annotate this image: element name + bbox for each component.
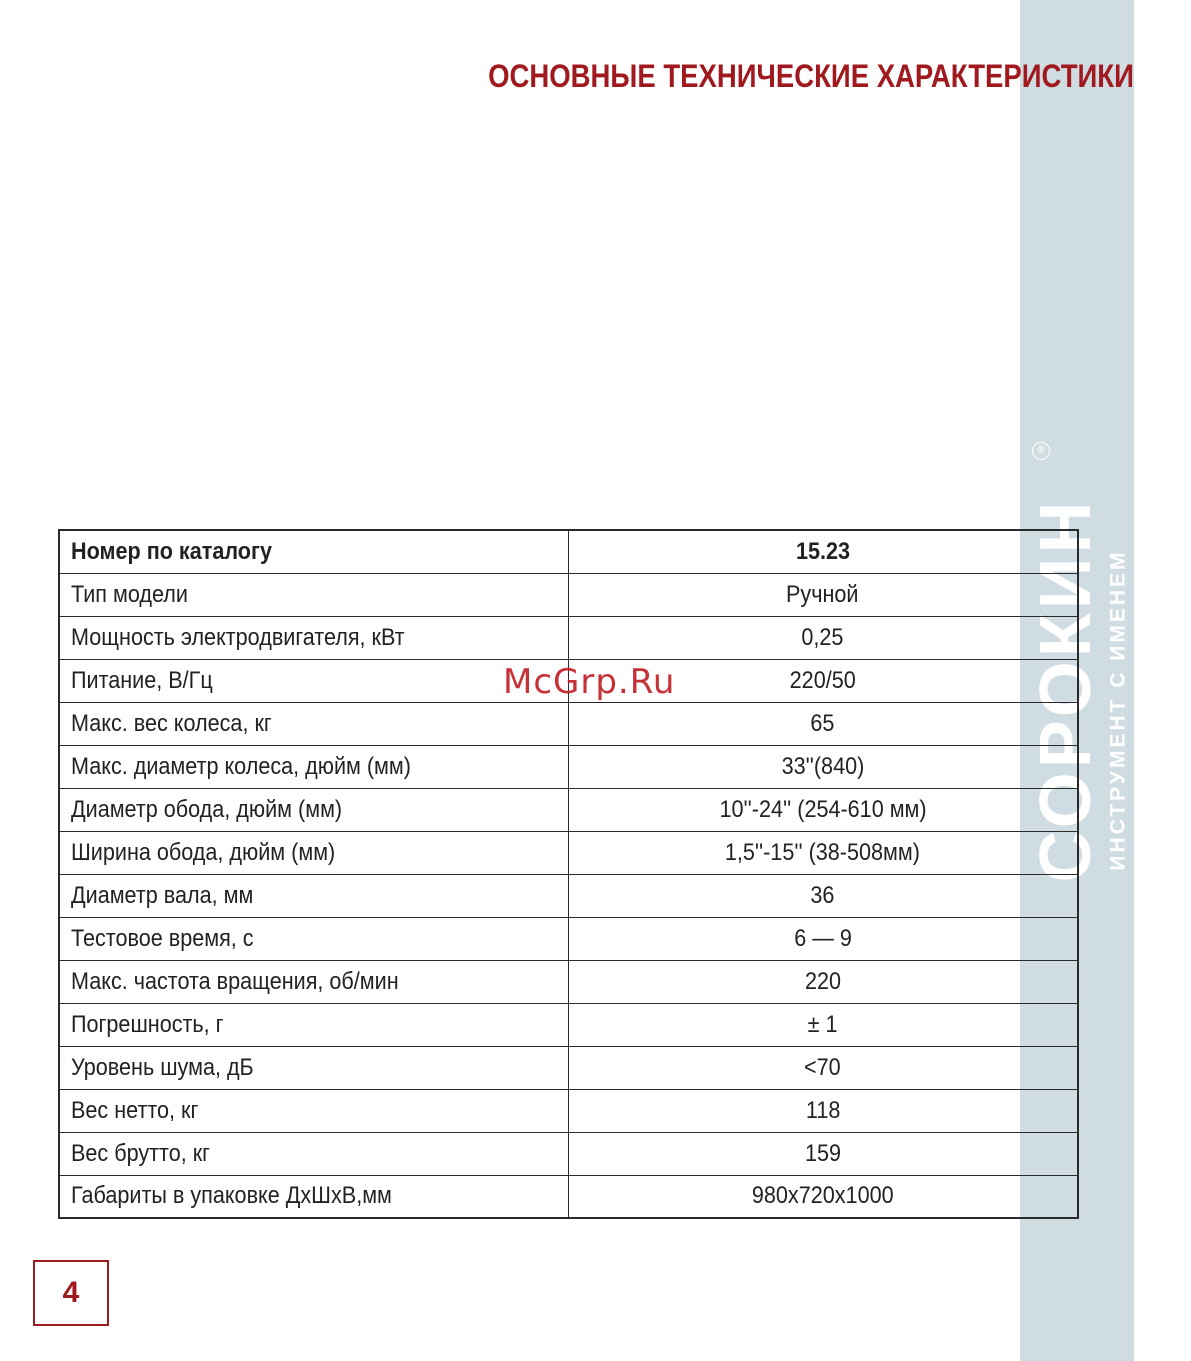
table-row xyxy=(59,702,1078,745)
param-cell: Диаметр вала, мм xyxy=(59,874,568,917)
param-cell: Макс. частота вращения, об/мин xyxy=(59,960,568,1003)
table-row xyxy=(59,960,1078,1003)
table-row xyxy=(59,788,1078,831)
value-cell: 6 — 9 xyxy=(568,917,1078,960)
value-cell: 980x720x1000 xyxy=(568,1175,1078,1218)
param-cell: Макс. вес колеса, кг xyxy=(59,702,568,745)
page-title: ОСНОВНЫЕ ТЕХНИЧЕСКИЕ ХАРАКТЕРИСТИКИ xyxy=(488,58,1134,94)
value-cell: 0,25 xyxy=(568,616,1078,659)
value-cell: ± 1 xyxy=(568,1003,1078,1046)
value-cell: Ручной xyxy=(568,573,1078,616)
param-cell: Габариты в упаковке ДхШхВ,мм xyxy=(59,1175,568,1218)
param-cell: Ширина обода, дюйм (мм) xyxy=(59,831,568,874)
spec-table xyxy=(58,529,1079,1219)
brand-name: СОРОКИН xyxy=(1026,497,1106,883)
watermark: McGrp.Ru xyxy=(503,662,676,702)
value-cell: 36 xyxy=(568,874,1078,917)
param-cell: Тестовое время, с xyxy=(59,917,568,960)
table-row xyxy=(59,917,1078,960)
param-cell: Погрешность, г xyxy=(59,1003,568,1046)
table-row xyxy=(59,874,1078,917)
value-cell: 220/50 xyxy=(568,659,1078,702)
value-cell: 220 xyxy=(568,960,1078,1003)
table-row xyxy=(59,573,1078,616)
value-cell: 15.23 xyxy=(568,530,1078,573)
value-cell: 10''-24'' (254-610 мм) xyxy=(568,788,1078,831)
table-row xyxy=(59,1175,1078,1218)
param-cell: Мощность электродвигателя, кВт xyxy=(59,616,568,659)
value-cell: <70 xyxy=(568,1046,1078,1089)
value-cell: 118 xyxy=(568,1089,1078,1132)
table-row xyxy=(59,1046,1078,1089)
value-cell: 33''(840) xyxy=(568,745,1078,788)
param-cell: Питание, В/Гц xyxy=(59,659,568,702)
param-cell: Диаметр обода, дюйм (мм) xyxy=(59,788,568,831)
value-cell: 1,5''-15'' (38-508мм) xyxy=(568,831,1078,874)
brand-tagline: ИНСТРУМЕНТ С ИМЕНЕМ xyxy=(1106,549,1130,871)
param-cell: Макс. диаметр колеса, дюйм (мм) xyxy=(59,745,568,788)
param-cell: Вес брутто, кг xyxy=(59,1132,568,1175)
table-row xyxy=(59,745,1078,788)
registered-mark-icon: ® xyxy=(1032,442,1050,460)
value-cell: 159 xyxy=(568,1132,1078,1175)
page-number: 4 xyxy=(33,1260,109,1326)
param-cell: Номер по каталогу xyxy=(59,530,568,573)
table-row xyxy=(59,1089,1078,1132)
param-cell: Уровень шума, дБ xyxy=(59,1046,568,1089)
table-row xyxy=(59,831,1078,874)
table-row xyxy=(59,1003,1078,1046)
param-cell: Вес нетто, кг xyxy=(59,1089,568,1132)
param-cell: Тип модели xyxy=(59,573,568,616)
table-row xyxy=(59,616,1078,659)
table-row xyxy=(59,1132,1078,1175)
value-cell: 65 xyxy=(568,702,1078,745)
table-row xyxy=(59,530,1078,573)
